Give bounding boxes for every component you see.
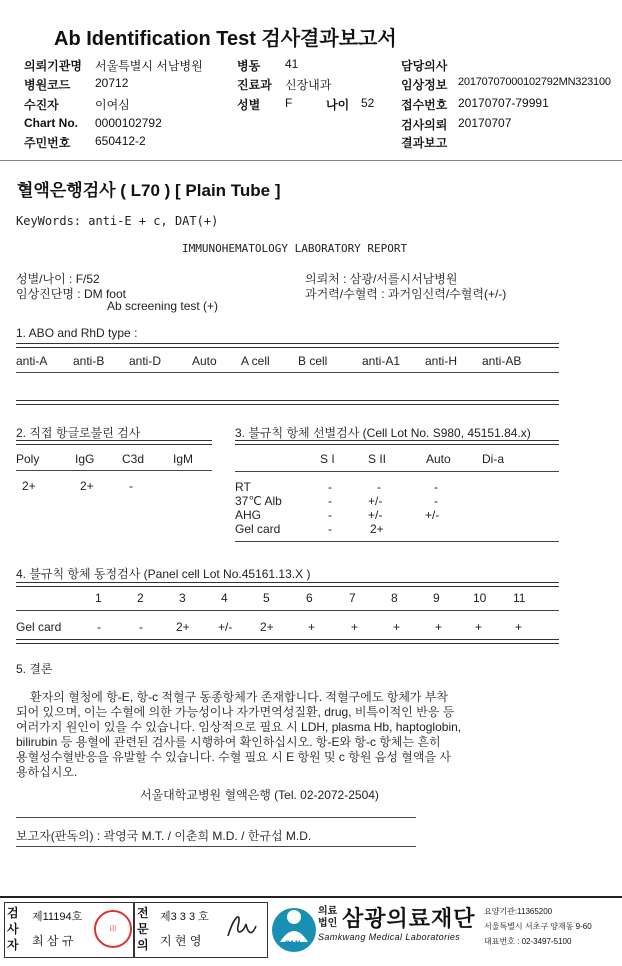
sec3-header-dia: Di-a (482, 452, 505, 466)
label-requesting-institution: 의뢰기관명 (24, 59, 82, 73)
reporter-bottom-rule (16, 846, 416, 847)
sec2-title: 2. 직접 항글로불린 검사 (16, 426, 141, 440)
sec2-header-igm: IgM (173, 452, 194, 466)
sec4-col-header-3: 3 (179, 591, 186, 605)
label-test-request: 검사의뢰 (401, 118, 448, 132)
label-sex: 성별 (237, 98, 261, 112)
sec3-row-alb-s1: - (328, 494, 332, 508)
report-section-title: 혈액은행검사 ( L70 ) [ Plain Tube ] (17, 181, 281, 200)
examiner-name: 최 삼 규 (32, 934, 74, 948)
sec2-mid-rule (16, 470, 212, 471)
sec1-header-anti-a1: anti-A1 (362, 354, 401, 368)
value-chart-no: 0000102792 (95, 116, 162, 130)
sec1-header-anti-h: anti-H (425, 354, 458, 368)
clinical-diagnosis: 임상진단명 : DM foot (16, 287, 126, 301)
blood-bank-contact: 서울대학교병원 혈액은행 (Tel. 02-2072-2504) (140, 788, 379, 802)
value-test-request: 20170707 (458, 116, 512, 130)
sec1-header-anti-b: anti-B (73, 354, 105, 368)
value-requesting-institution: 서울특별시 서남병원 (95, 59, 203, 73)
label-department: 진료과 (237, 78, 272, 92)
sec3-title: 3. 불규칙 항체 선별검사 (Cell Lot No. S980, 45151.84.x) (235, 426, 531, 440)
sec4-top-rule (16, 582, 559, 587)
org-info-1: 요양기관:11365200 (484, 907, 553, 916)
value-sex: F (285, 96, 293, 110)
sec4-value-cell-2: - (139, 620, 143, 634)
sec1-header-a-cell: A cell (241, 354, 270, 368)
sec3-row-gel-s2: 2+ (370, 522, 384, 536)
sec3-row-rt-s2: - (377, 480, 381, 494)
org-prefix-2: 법인 (318, 918, 338, 929)
conclusion-line-6: 용하십시오. (16, 765, 78, 779)
value-ward: 41 (285, 57, 299, 71)
sec1-header-anti-d: anti-D (129, 354, 162, 368)
specialist-signature-icon (224, 906, 260, 946)
transfusion-history: 과거력/수혈력 : 과거임신력/수혈력(+/-) (305, 287, 507, 301)
sec2-value-c3d: - (129, 479, 133, 493)
sec4-col-header-4: 4 (221, 591, 228, 605)
sec1-top-rule (16, 343, 559, 348)
header-divider (0, 160, 622, 161)
sec4-col-header-8: 8 (391, 591, 398, 605)
sec4-value-cell-3: 2+ (176, 620, 190, 634)
sec1-title: 1. ABO and RhD type : (16, 326, 138, 340)
label-hospital-code: 병원코드 (24, 78, 71, 92)
sec1-header-anti-ab: anti-AB (482, 354, 522, 368)
label-attending-doctor: 담당의사 (401, 59, 448, 73)
org-name: 삼광의료재단 (342, 906, 476, 931)
org-prefix-1: 의료 (318, 906, 338, 917)
org-name-english: Samkwang Medical Laboratories (318, 932, 461, 942)
sec2-header-poly: Poly (16, 452, 40, 466)
conclusion-line-3: 여러가지 원인이 있을 수 있습니다. 임상적으로 필요 시 LDH, plasma Hb, haptoglobin, (16, 720, 462, 734)
sec4-row-label: Gel card (16, 620, 62, 634)
examiner-license: 제11194호 (32, 911, 83, 923)
sec4-value-cell-10: + (475, 620, 483, 634)
sec3-row-rt-s1: - (328, 480, 332, 494)
sec4-value-cell-1: - (97, 620, 101, 634)
sec1-mid-rule (16, 372, 559, 373)
sec4-col-header-9: 9 (433, 591, 440, 605)
value-department: 신장내과 (285, 78, 332, 92)
sec4-value-cell-6: + (308, 620, 316, 634)
footer-divider (0, 896, 622, 898)
value-patient: 이여심 (95, 98, 130, 112)
conclusion-line-5: 용혈성수혈반응을 유발할 수 있습니다. 수혈 필요 시 E 항원 및 c 항원 음성 혈액을 사 (16, 750, 451, 764)
sec4-col-header-5: 5 (263, 591, 270, 605)
specialist-name: 지 현 영 (160, 934, 202, 948)
sec4-col-header-11: 11 (513, 591, 526, 605)
sec4-value-cell-11: + (515, 620, 523, 634)
value-clinical-info: 20170707000102792MN323100 (458, 76, 611, 88)
sec2-header-igg: IgG (75, 452, 95, 466)
sex-age: 성별/나이 : F/52 (16, 272, 100, 286)
sec4-mid-rule (16, 610, 559, 611)
org-info-3: 대표번호 : 02-3497-5100 (484, 937, 572, 946)
label-age: 나이 (326, 98, 350, 112)
lab-report-title: IMMUNOHEMATOLOGY LABORATORY REPORT (182, 242, 408, 255)
examiner-label: 검사자 (7, 906, 19, 952)
sec3-row-rt-name: RT (235, 480, 251, 494)
sec4-value-cell-4: +/- (218, 620, 233, 634)
sec3-row-rt-auto: - (434, 480, 438, 494)
clinical-diagnosis-2: Ab screening test (+) (107, 299, 219, 313)
sec3-row-ahg-s2: +/- (368, 508, 383, 522)
sec3-header-s1: S I (320, 452, 335, 466)
sec3-row-alb-name: 37℃ Alb (235, 494, 282, 508)
sml-logo-text: SML (284, 939, 304, 949)
sec2-top-rule (16, 440, 212, 445)
label-chart-no: Chart No. (24, 116, 78, 130)
sec4-value-cell-9: + (435, 620, 443, 634)
sec1-header-b-cell: B cell (298, 354, 328, 368)
sec4-col-header-10: 10 (473, 591, 487, 605)
sec4-col-header-6: 6 (306, 591, 313, 605)
specialist-license: 제3 3 3 호 (160, 911, 209, 923)
label-resident-no: 주민번호 (24, 136, 71, 150)
sec3-header-s2: S II (368, 452, 387, 466)
sec5-title: 5. 결론 (16, 662, 53, 676)
label-ward: 병동 (237, 59, 261, 73)
sec1-header-anti-a: anti-A (16, 354, 48, 368)
reporter-line: 보고자(판독의) : 곽영국 M.T. / 이춘희 M.D. / 한규섭 M.D. (16, 829, 312, 843)
sec3-top-rule (235, 440, 559, 445)
sec2-value-igg: 2+ (80, 479, 94, 493)
examiner-seal-icon: 印 (94, 910, 132, 948)
sec3-row-gel-s1: - (328, 522, 332, 536)
sec4-col-header-1: 1 (95, 591, 102, 605)
sec4-title: 4. 불규칙 항체 동정검사 (Panel cell Lot No.45161.13.X ) (16, 567, 311, 581)
sec3-row-alb-s2: +/- (368, 494, 383, 508)
requesting-site: 의뢰처 : 삼광/서를시서남병원 (305, 272, 458, 286)
sec3-row-alb-auto: - (434, 494, 438, 508)
value-reception-no: 20170707-79991 (458, 96, 549, 110)
sec1-header-auto: Auto (192, 354, 217, 368)
specialist-label: 전문의 (137, 906, 149, 952)
report-title: Ab Identification Test 검사결과보고서 (54, 28, 397, 50)
sec4-col-header-2: 2 (137, 591, 144, 605)
label-patient: 수진자 (24, 98, 59, 112)
org-info-2: 서울특별시 서초구 양재동 9-60 (484, 922, 592, 931)
value-hospital-code: 20712 (95, 76, 129, 90)
reporter-top-rule (16, 817, 416, 818)
sec3-row-ahg-auto: +/- (425, 508, 440, 522)
sec3-bottom-rule (235, 541, 559, 542)
keywords: KeyWords: anti-E + c, DAT(+) (16, 214, 219, 228)
conclusion-line-1: 환자의 혈청에 항-E, 항-c 적혈구 동종항체가 존재합니다. 적혈구에도 항체가 부착 (30, 690, 449, 704)
sec3-row-ahg-name: AHG (235, 508, 262, 522)
value-resident-no: 650412-2 (95, 134, 146, 148)
sec4-value-cell-5: 2+ (260, 620, 274, 634)
label-clinical-info: 임상정보 (401, 78, 448, 92)
sec3-mid-rule (235, 471, 559, 472)
sec3-header-auto: Auto (426, 452, 451, 466)
label-result-report: 결과보고 (401, 136, 448, 150)
label-reception-no: 접수번호 (401, 98, 448, 112)
sml-logo-icon (270, 902, 316, 956)
sec4-value-cell-7: + (351, 620, 359, 634)
sec2-value-poly: 2+ (22, 479, 36, 493)
sec3-row-ahg-s1: - (328, 508, 332, 522)
sec4-col-header-7: 7 (349, 591, 356, 605)
sec3-row-gel-name: Gel card (235, 522, 281, 536)
sec1-bottom-rule (16, 400, 559, 405)
sec4-bottom-rule (16, 639, 559, 644)
conclusion-line-2: 되어 있으며, 이는 수혈에 의한 가능성이나 자가면역성질환, drug, 비특이적인 반응 등 (16, 705, 455, 719)
conclusion-line-4: bilirubin 등 용혈에 관련된 검사를 시행하여 확인하십시오. 항-E와 항-c 항체는 흔히 (16, 735, 441, 749)
value-age: 52 (361, 96, 375, 110)
sec2-header-c3d: C3d (122, 452, 145, 466)
sec4-value-cell-8: + (393, 620, 401, 634)
